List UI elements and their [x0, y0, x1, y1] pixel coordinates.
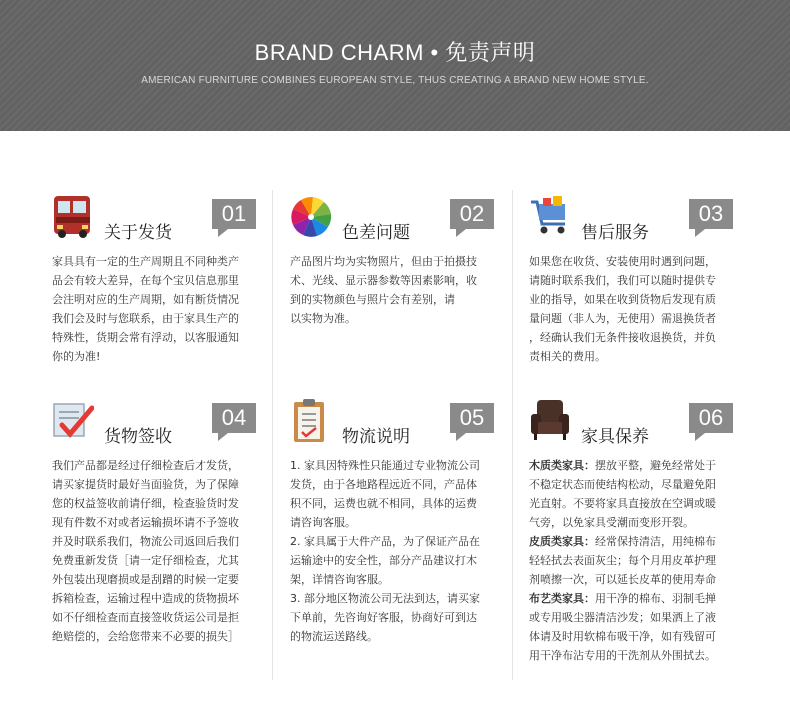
- body-line: 2. 家具属于大件产品，为了保证产品在: [290, 535, 480, 548]
- number-badge: [212, 403, 256, 433]
- body-line: 积不同，运费也就不相同，具体的运费: [290, 497, 477, 510]
- body-line: 外包装出现磨损或是刮蹭的时候一定要: [52, 573, 239, 586]
- paragraph-label: 布艺类家具：: [529, 592, 595, 605]
- number-text: 01: [221, 201, 247, 226]
- banner: [0, 0, 790, 131]
- body-line: 光直射。不要将家具直接放在空调或暖: [529, 497, 716, 510]
- card-body: [529, 456, 739, 665]
- body-line: 用干净的棉布、羽制毛掸: [595, 592, 716, 605]
- color-fan-icon: [290, 194, 332, 240]
- number-text: 05: [459, 405, 485, 430]
- clipboard-icon: [290, 398, 332, 444]
- body-line: 摆放平整，避免经常处于: [595, 459, 716, 472]
- body-line: 免费重新发货［请一定仔细检查，尤其: [52, 554, 239, 567]
- card-body: [290, 252, 500, 328]
- body-line: 下单前，先咨询好客服，协商好可到达: [290, 611, 477, 624]
- shopping-cart-icon: [529, 194, 571, 240]
- body-line: 如不仔细检查而直接签收货运公司是拒: [52, 611, 239, 624]
- body-line: 绝赔偿的，会给您带来不必要的损失］: [52, 630, 239, 643]
- body-line: 请咨询客服。: [290, 516, 356, 529]
- number-badge: [689, 403, 733, 433]
- delivery-truck-icon: [52, 194, 94, 240]
- card-body: [52, 252, 262, 366]
- body-line: 发货，由于各地路程远近不同，产品体: [290, 478, 477, 491]
- body-line: 用干净布沾专用的干洗剂从外围拭去。: [529, 649, 716, 662]
- number-badge: [689, 199, 733, 229]
- body-line: 现有件数不对或者运输损坏请不予签收: [52, 516, 239, 529]
- card-title: 色差问题: [342, 223, 410, 243]
- body-line: 架，详情咨询客服。: [290, 573, 389, 586]
- card-body: [529, 252, 739, 366]
- body-line: 我们产品都是经过仔细检查后才发货，: [52, 459, 239, 472]
- card-title: 物流说明: [342, 427, 410, 447]
- body-line: 如果您在收货、安装使用时遇到问题，: [529, 255, 716, 268]
- card-title: 货物签收: [104, 427, 172, 447]
- body-line: 家具具有一定的生产周期且不同种类产: [52, 255, 239, 268]
- body-line: 拆箱检查，运输过程中造成的货物损坏: [52, 592, 239, 605]
- armchair-icon: [529, 398, 571, 444]
- body-line: 特殊性，货期会常有浮动，以客服通知: [52, 331, 239, 344]
- body-line: 请买家提货时最好当面验货，为了保障: [52, 478, 239, 491]
- body-line: 以实物为准。: [290, 312, 356, 325]
- card-body: [290, 456, 500, 646]
- body-line: 的物流运送路线。: [290, 630, 378, 643]
- body-line: 剂喷擦一次，可以延长皮革的使用寿命: [529, 573, 716, 586]
- body-line: 不稳定状态而使结构松动，尽量避免阳: [529, 478, 716, 491]
- body-line: 业的指导，如果在收到货物后发现有质: [529, 293, 716, 306]
- column-divider: [272, 190, 273, 680]
- paragraph-label: 木质类家具：: [529, 459, 595, 472]
- body-line: 运输途中的安全性，部分产品建议打木: [290, 554, 477, 567]
- body-line: ，经确认我们无条件接收退换货，并负: [529, 331, 716, 344]
- body-line: 量问题（非人为，无使用）需退换货者: [529, 312, 716, 325]
- number-text: 06: [698, 405, 724, 430]
- body-line: 会注明对应的生产周期，如有断货情况: [52, 293, 239, 306]
- number-text: 02: [459, 201, 485, 226]
- number-text: 03: [698, 201, 724, 226]
- body-line: 您的权益签收前请仔细，检查验货时发: [52, 497, 239, 510]
- body-line: 到的实物颜色与照片会有差别，请: [290, 293, 455, 306]
- body-line: 体请及时用软棉布吸干净，如有残留可: [529, 630, 716, 643]
- check-sign-icon: [52, 398, 94, 444]
- number-badge: [212, 199, 256, 229]
- body-line: 请随时联系我们，我们可以随时提供专: [529, 274, 716, 287]
- body-line: 术、光线、显示器参数等因素影响，收: [290, 274, 477, 287]
- number-badge: [450, 199, 494, 229]
- body-line: 品会有较大差异，在每个宝贝信息那里: [52, 274, 239, 287]
- number-badge: [450, 403, 494, 433]
- body-line: 并及时联系我们，物流公司返回后我们: [52, 535, 239, 548]
- body-line: 经常保持清洁，用纯棉布: [595, 535, 716, 548]
- body-line: 我们会及时与您联系，由于家具生产的: [52, 312, 239, 325]
- body-line: 轻轻拭去表面灰尘；每个月用皮革护理: [529, 554, 716, 567]
- card-title: 售后服务: [581, 223, 649, 243]
- banner-subtitle: AMERICAN FURNITURE COMBINES EUROPEAN STYLE, THUS CREATING A BRAND NEW HOME STYLE.: [141, 75, 649, 86]
- card-title: 家具保养: [581, 427, 649, 447]
- body-line: 责相关的费用。: [529, 350, 606, 363]
- body-line: 3. 部分地区物流公司无法到达，请买家: [290, 592, 480, 605]
- banner-title: BRAND CHARM • 免责声明: [254, 40, 536, 65]
- card-title: 关于发货: [104, 223, 172, 243]
- column-divider: [512, 190, 513, 680]
- body-line: 气旁，以免家具受潮而变形开裂。: [529, 516, 694, 529]
- paragraph-label: 皮质类家具：: [529, 535, 595, 548]
- body-line: 或专用吸尘器清洁沙发；如果洒上了液: [529, 611, 716, 624]
- body-line: 产品图片均为实物照片，但由于拍摄技: [290, 255, 477, 268]
- body-line: 1. 家具因特殊性只能通过专业物流公司: [290, 459, 480, 472]
- card-body: [52, 456, 262, 646]
- number-text: 04: [221, 405, 247, 430]
- body-line: 你的为准!: [52, 350, 101, 363]
